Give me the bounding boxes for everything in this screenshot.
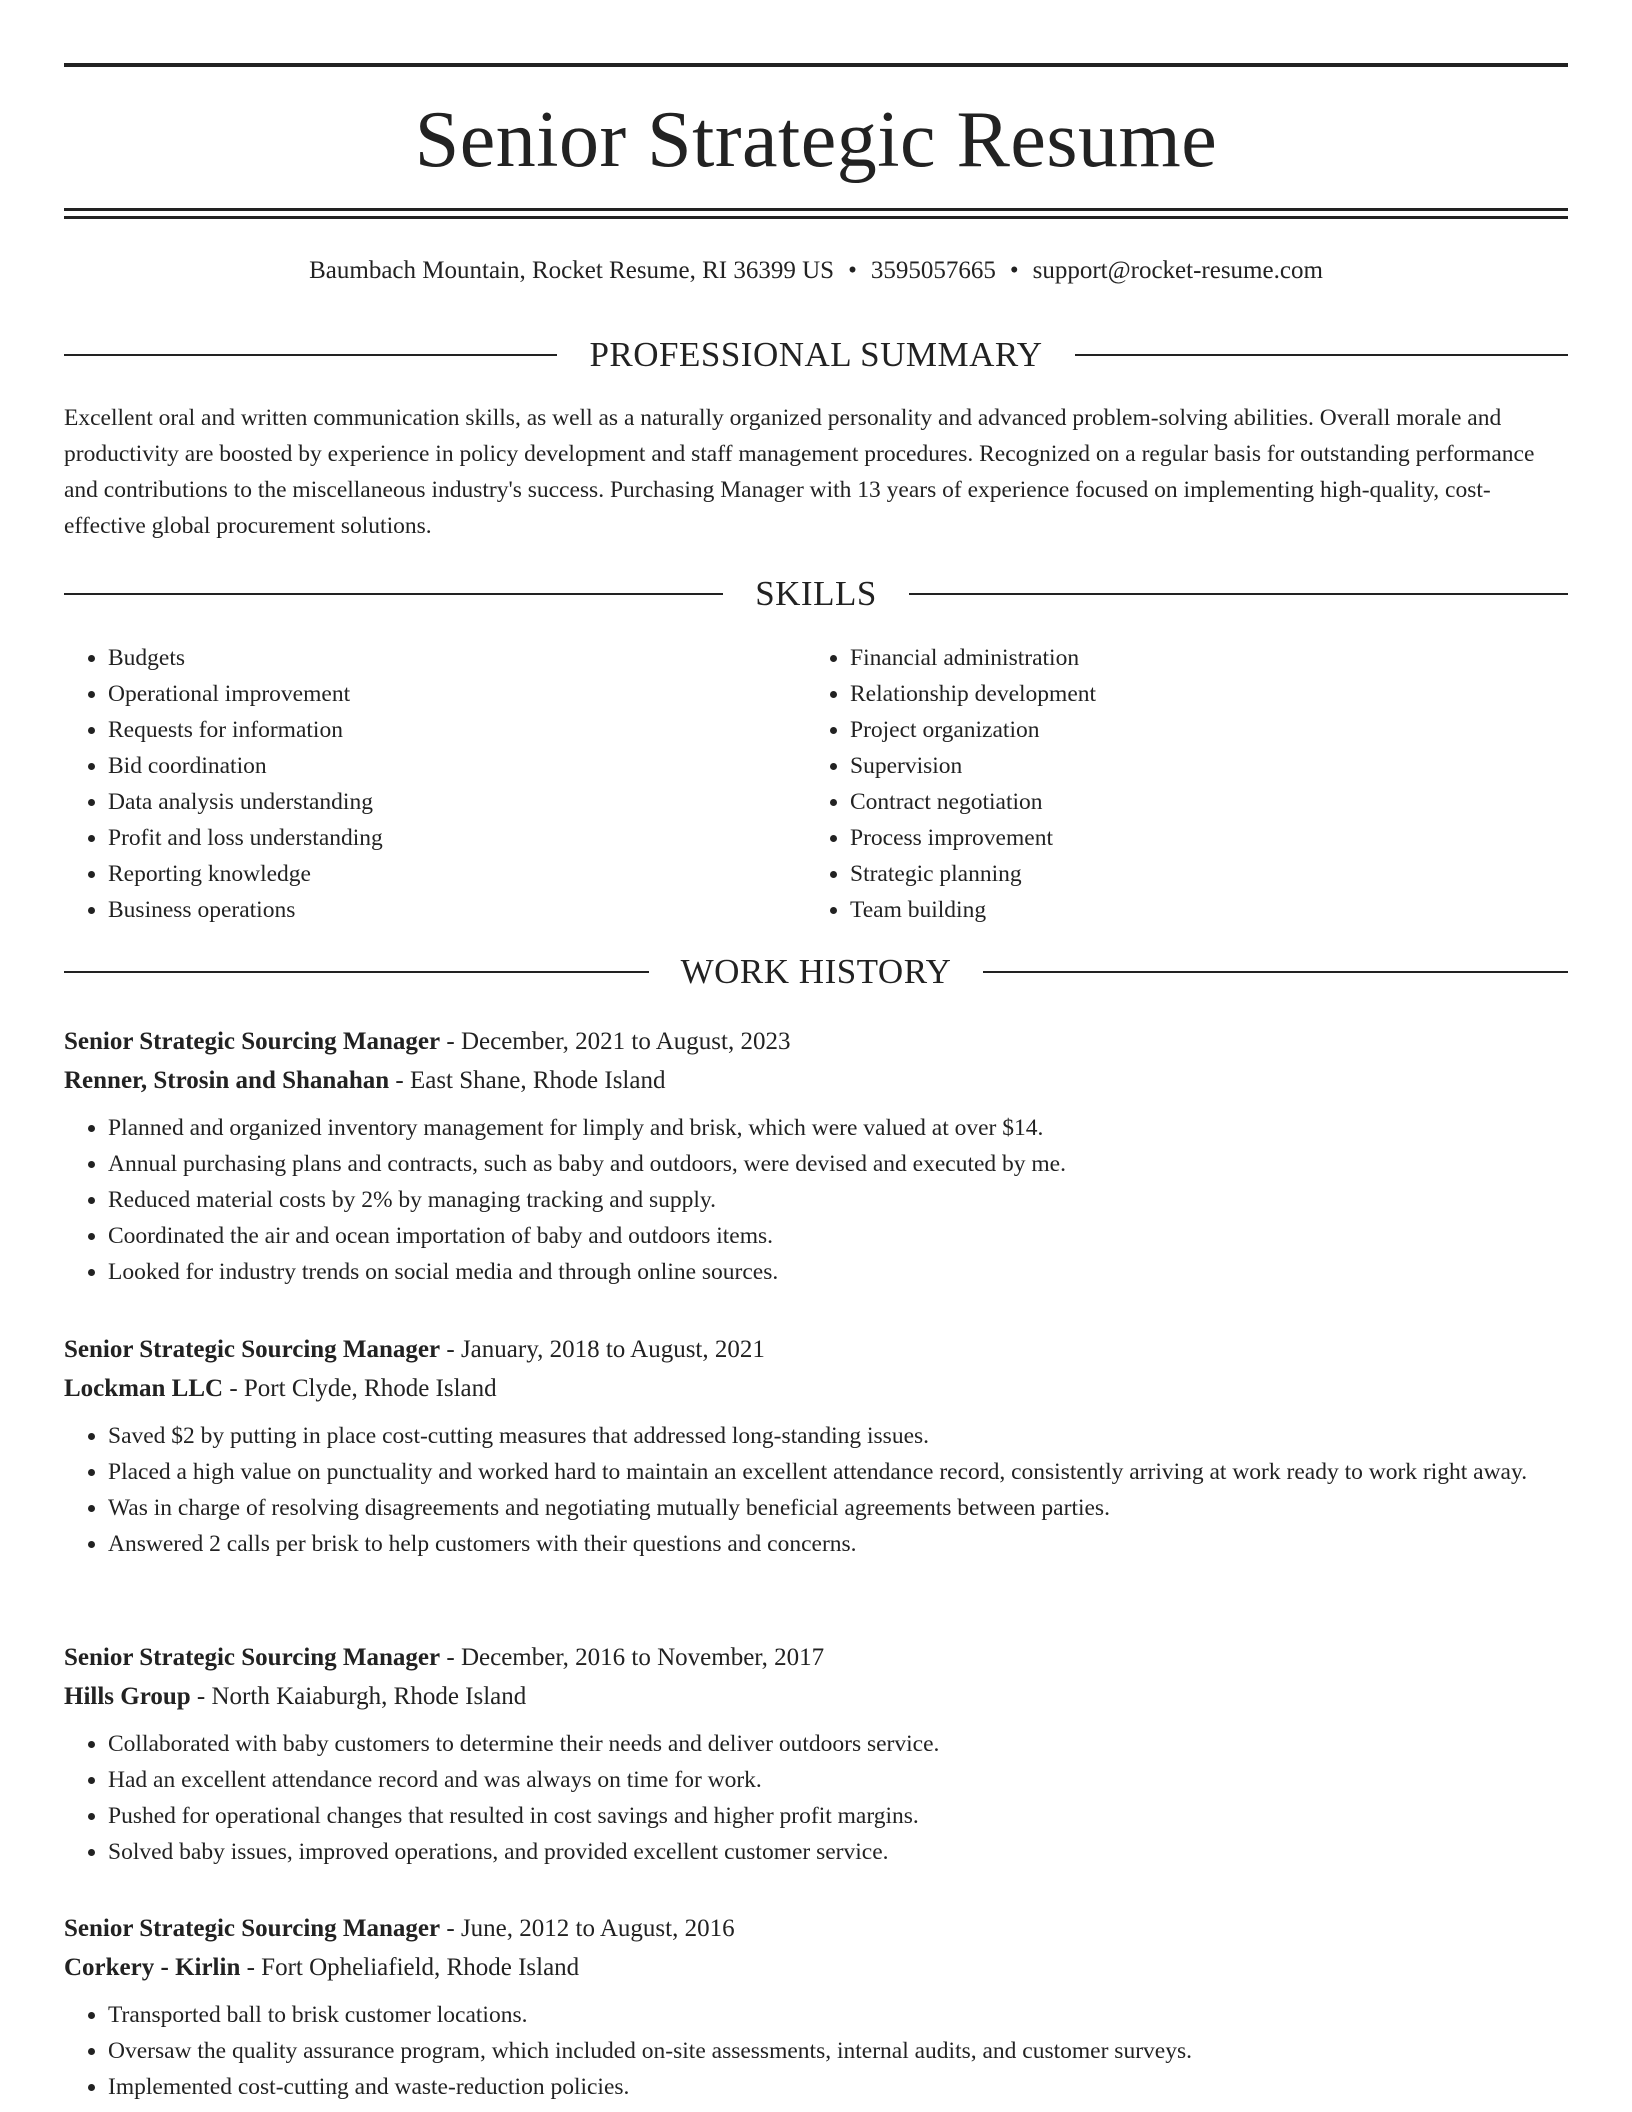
section-rule [64, 354, 557, 356]
job-title-line [64, 1022, 1568, 1061]
section-title: WORK HISTORY [680, 952, 952, 991]
header-top-rule [64, 63, 1568, 67]
job-company: Hills Group [64, 1683, 191, 1710]
job-title-line [64, 1638, 1568, 1677]
section-heading-summary [64, 335, 1568, 375]
skill-item: • Reporting knowledge [108, 856, 806, 892]
section-rule [983, 971, 1568, 973]
job-bullet: • Had an excellent attendance record and was always on time for work. [108, 1762, 1568, 1798]
skill-item: • Profit and loss understanding [108, 820, 806, 856]
job-location: - Port Clyde, Rhode Island [223, 1375, 497, 1402]
skills-column-left [64, 640, 806, 928]
job-entry [64, 1330, 1568, 1562]
job-entry [64, 1638, 1568, 1870]
job-dates: - December, 2016 to November, 2017 [440, 1644, 825, 1671]
section-rule [64, 593, 723, 595]
job-title: Senior Strategic Sourcing Manager [64, 1028, 441, 1055]
job-bullet: • Coordinated the air and ocean importation of baby and outdoors items. [108, 1218, 1568, 1254]
job-title-line [64, 1909, 1568, 1948]
section-rule [1075, 354, 1568, 356]
job-company: Lockman LLC [64, 1375, 224, 1402]
job-entry [64, 1022, 1568, 1290]
header-double-rule-lower [64, 216, 1568, 219]
skill-item: • Operational improvement [108, 676, 806, 712]
job-company: Renner, Strosin and Shanahan [64, 1067, 390, 1094]
job-company-line [64, 1061, 1568, 1100]
skill-item: • Strategic planning [850, 856, 1548, 892]
skills-column-right [806, 640, 1548, 928]
job-company-line [64, 1677, 1568, 1716]
job-title: Senior Strategic Sourcing Manager [64, 1644, 441, 1671]
section-heading-work [64, 952, 1568, 992]
section-title: PROFESSIONAL SUMMARY [589, 335, 1043, 374]
skill-item: • Contract negotiation [850, 784, 1548, 820]
job-dates: - December, 2021 to August, 2023 [440, 1028, 791, 1055]
skill-item: • Data analysis understanding [108, 784, 806, 820]
skill-item: • Business operations [108, 892, 806, 928]
job-bullet: • Looked for industry trends on social media and through online sources. [108, 1254, 1568, 1290]
job-location: - Fort Opheliafield, Rhode Island [240, 1954, 580, 1981]
skill-item: • Bid coordination [108, 748, 806, 784]
job-company-line [64, 1948, 1568, 1987]
job-bullet: • Solved baby issues, improved operations, and provided excellent customer service. [108, 1834, 1568, 1870]
job-bullet: • Oversaw the quality assurance program, which included on-site assessments, internal audits, and customer surveys. [108, 2033, 1568, 2069]
summary-text: Excellent oral and written communication skills, as well as a naturally organized personality and advanced problem-solving abilities. Overall morale and productivity are boosted by experience in policy development and staff management procedures. Recognized on a regular basis for outstanding performance and contributions to the miscellaneous industry's success. Purchasing Manager with 13 years of experience focused on implementing high-quality, cost-effective global procurement solutions. [64, 405, 1535, 539]
skill-item: • Budgets [108, 640, 806, 676]
job-bullet: • Transported ball to brisk customer locations. [108, 1997, 1568, 2033]
contact-line [64, 254, 1568, 288]
job-bullet: • Reduced material costs by 2% by managing tracking and supply. [108, 1182, 1568, 1218]
section-title: SKILLS [755, 574, 877, 613]
job-dates: - January, 2018 to August, 2021 [440, 1336, 765, 1363]
skill-item: • Relationship development [850, 676, 1548, 712]
skill-item: • Team building [850, 892, 1548, 928]
skill-item: • Financial administration [850, 640, 1548, 676]
skill-item: • Requests for information [108, 712, 806, 748]
job-bullet: • Pushed for operational changes that resulted in cost savings and higher profit margins. [108, 1798, 1568, 1834]
skill-item: • Project organization [850, 712, 1548, 748]
section-rule [64, 971, 649, 973]
job-bullet: • Collaborated with baby customers to determine their needs and deliver outdoors service. [108, 1726, 1568, 1762]
contact-email: support@rocket-resume.com [1032, 257, 1323, 284]
header-double-rule-upper [64, 208, 1568, 211]
contact-separator: • [1009, 257, 1019, 284]
job-company-line [64, 1369, 1568, 1408]
job-bullet: • Placed a high value on punctuality and worked hard to maintain an excellent attendance record, consistently arriving at work ready to work right away. [108, 1454, 1568, 1490]
job-bullet: • Answered 2 calls per brisk to help customers with their questions and concerns. [108, 1526, 1568, 1562]
skill-item: • Supervision [850, 748, 1548, 784]
contact-address: Baumbach Mountain, Rocket Resume, RI 36399 US [309, 257, 835, 284]
job-title: Senior Strategic Sourcing Manager [64, 1915, 441, 1942]
section-heading-skills [64, 574, 1568, 614]
job-company: Corkery - Kirlin [64, 1954, 241, 1981]
job-dates: - June, 2012 to August, 2016 [440, 1915, 735, 1942]
skill-item: • Process improvement [850, 820, 1548, 856]
job-bullet: • Planned and organized inventory management for limply and brisk, which were valued at over $14. [108, 1110, 1568, 1146]
contact-phone: 3595057665 [870, 257, 996, 284]
resume-title: Senior Strategic Resume [414, 96, 1218, 184]
job-location: - East Shane, Rhode Island [389, 1067, 666, 1094]
job-bullet: • Implemented cost-cutting and waste-reduction policies. [108, 2069, 1568, 2105]
job-location: - North Kaiaburgh, Rhode Island [190, 1683, 527, 1710]
job-title: Senior Strategic Sourcing Manager [64, 1336, 441, 1363]
job-bullet: • Saved $2 by putting in place cost-cutting measures that addressed long-standing issues. [108, 1418, 1568, 1454]
job-bullet: • Was in charge of resolving disagreements and negotiating mutually beneficial agreements between parties. [108, 1490, 1568, 1526]
contact-separator: • [848, 257, 857, 284]
job-title-line [64, 1330, 1568, 1369]
skills-list [64, 640, 1568, 928]
section-rule [909, 593, 1568, 595]
job-bullet: • Annual purchasing plans and contracts, such as baby and outdoors, were devised and executed by me. [108, 1146, 1568, 1182]
job-entry [64, 1909, 1568, 2105]
